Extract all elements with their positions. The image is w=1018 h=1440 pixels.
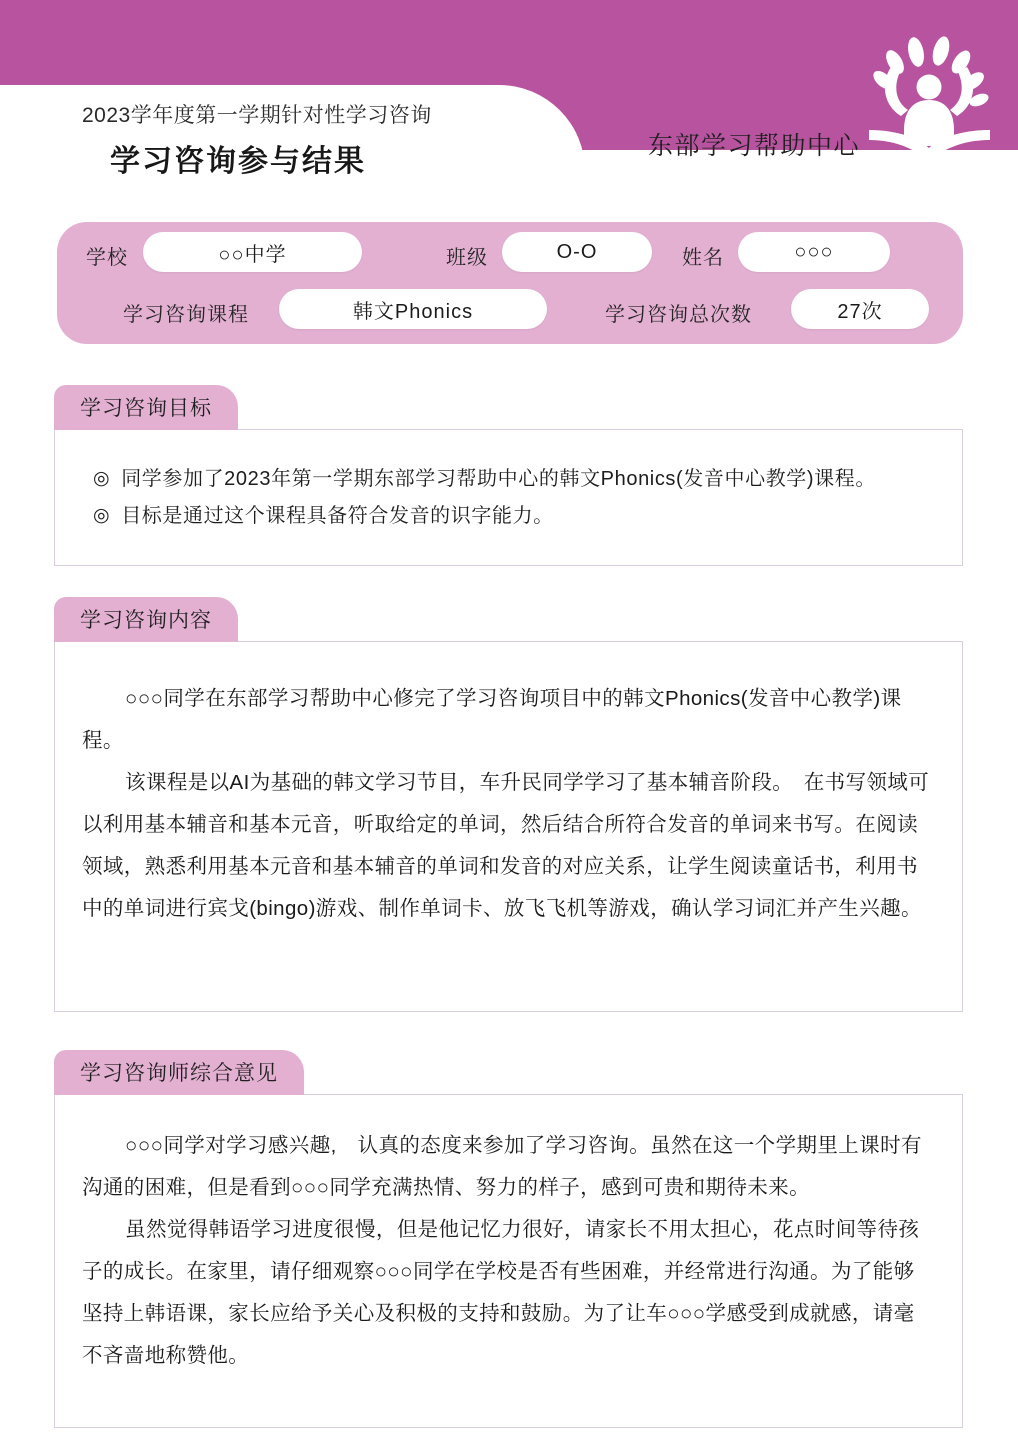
name-label: 姓名 bbox=[682, 247, 724, 269]
name-value-field[interactable]: ○○○ bbox=[738, 232, 890, 272]
goal-item-text: 目标是通过这个课程具备符合发音的识字能力。 bbox=[121, 505, 554, 527]
course-label: 学习咨询课程 bbox=[123, 304, 249, 326]
organization-name: 东部学习帮助中心 bbox=[648, 132, 861, 160]
goal-section bbox=[54, 385, 963, 566]
student-info-panel bbox=[57, 222, 963, 344]
bullet-circle-icon: ◎ bbox=[93, 468, 111, 489]
school-value-field[interactable]: ○○中学 bbox=[143, 232, 362, 272]
page-header bbox=[0, 0, 1018, 190]
content-section-tab: 学习咨询内容 bbox=[54, 597, 238, 642]
sessions-label: 学习咨询总次数 bbox=[605, 304, 752, 326]
content-section bbox=[54, 597, 963, 1012]
goal-section-box bbox=[54, 429, 963, 566]
person-raising-hands-on-open-book-with-leaves-logo bbox=[860, 34, 1000, 164]
content-section-box bbox=[54, 641, 963, 1012]
opinion-paragraph: 虽然觉得韩语学习进度很慢，但是他记忆力很好，请家长不用太担心，花点时间等待孩子的成长。在家里，请仔细观察○○○同学在学校是否有些困难，并经常进行沟通。为了能够坚持上韩语课，家长应给予关心及积极的支持和鼓励。为了让车○○○学感受到成就感，请毫不吝啬地称赞他。 bbox=[82, 1218, 920, 1368]
class-label: 班级 bbox=[446, 247, 488, 269]
opinion-paragraph: ○○○同学对学习感兴趣, 认真的态度来参加了学习咨询。虽然在这一个学期里上课时有沟通的困难，但是看到○○○同学充满热情、努力的样子，感到可贵和期待未来。 bbox=[82, 1134, 922, 1200]
goal-item-text: 同学参加了2023年第一学期东部学习帮助中心的韩文Phonics(发音中心教学)课程。 bbox=[121, 468, 876, 490]
page-title: 学习咨询参与结果 bbox=[110, 145, 366, 178]
goal-section-tab: 学习咨询目标 bbox=[54, 385, 238, 430]
content-paragraph: ○○○同学在东部学习帮助中心修完了学习咨询项目中的韩文Phonics(发音中心教学)课程。 bbox=[82, 687, 902, 753]
header-text-group bbox=[0, 0, 585, 190]
opinion-section-tab: 学习咨询师综合意见 bbox=[54, 1050, 304, 1095]
course-value-field[interactable]: 韩文Phonics bbox=[279, 289, 547, 329]
class-value-field[interactable]: O-O bbox=[502, 232, 652, 272]
goal-item bbox=[93, 501, 924, 532]
school-label: 学校 bbox=[86, 247, 128, 269]
bullet-circle-icon: ◎ bbox=[93, 505, 111, 526]
goal-item bbox=[93, 464, 924, 495]
content-paragraph: 该课程是以AI为基础的韩文学习节目，车升民同学学习了基本辅音阶段。 在书写领域可以利用基本辅音和基本元音，听取给定的单词，然后结合所符合发音的单词来书写。在阅读领域，熟悉利用基本元音和基本辅音的单词和发音的对应关系，让学生阅读童话书，利用书中的单词进行宾戈(bingo)游戏、制作单词卡、放飞飞机等游戏，确认学习词汇并产生兴趣。 bbox=[82, 771, 930, 921]
opinion-section-box bbox=[54, 1094, 963, 1428]
header-subtitle: 2023学年度第一学期针对性学习咨询 bbox=[82, 104, 432, 127]
opinion-section bbox=[54, 1050, 963, 1428]
sessions-value-field[interactable]: 27次 bbox=[791, 289, 929, 329]
